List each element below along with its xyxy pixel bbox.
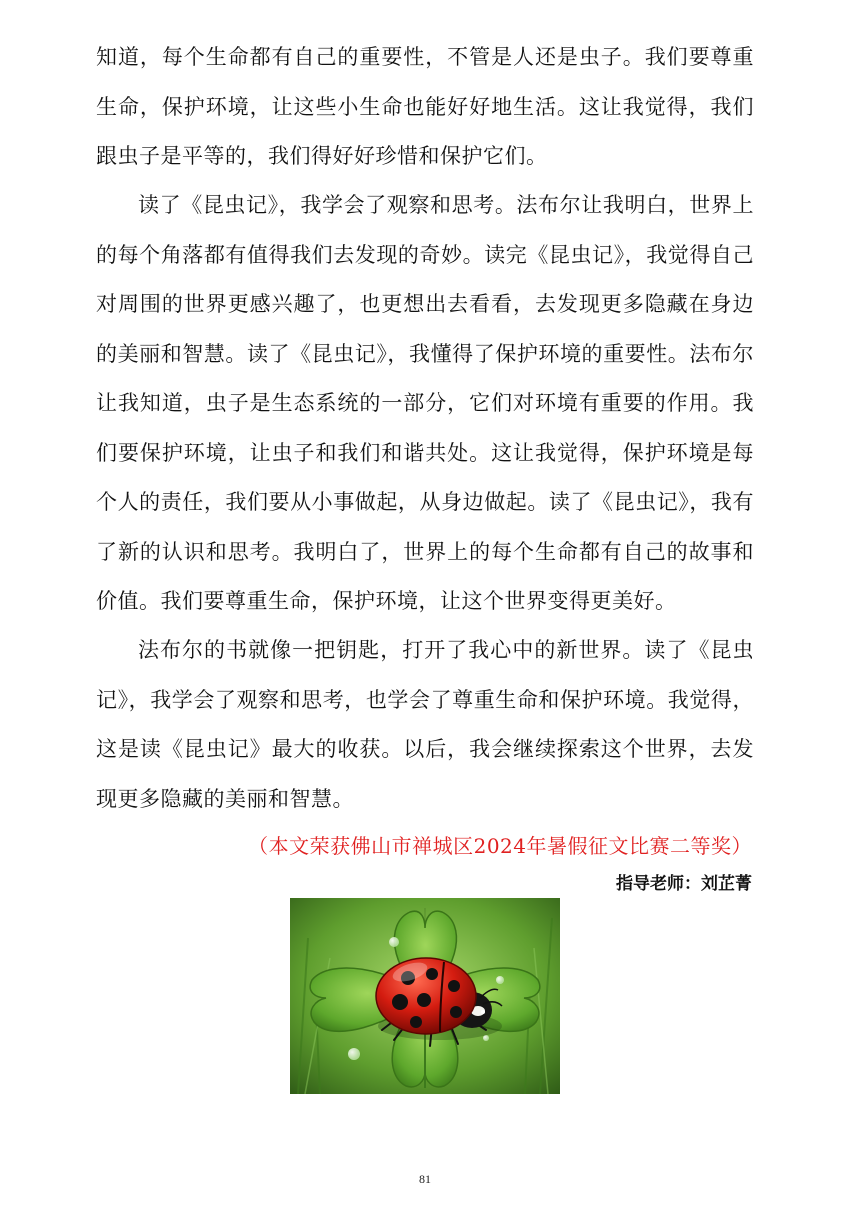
- body-paragraph-3: 法布尔的书就像一把钥匙，打开了我心中的新世界。读了《昆虫记》，我学会了观察和思考，也学会了尊重生命和保护环境。我觉得，这是读《昆虫记》最大的收获。以后，我会继续探索这个世界，去发现更多隐藏的美丽和智慧。: [96, 638, 754, 811]
- body-paragraph-2: 读了《昆虫记》，我学会了观察和思考。法布尔让我明白，世界上的每个角落都有值得我们去发现的奇妙。读完《昆虫记》，我觉得自己对周围的世界更感兴趣了，也更想出去看看，去发现更多隐藏在身边的美丽和智慧。读了《昆虫记》，我懂得了保护环境的重要性。法布尔让我知道，虫子是生态系统的一部分，它们对环境有重要的作用。我们要保护环境，让虫子和我们和谐共处。这让我觉得，保护环境是每个人的责任，我们要从小事做起，从身边做起。读了《昆虫记》，我有了新的认识和思考。我明白了，世界上的每个生命都有自己的故事和价值。我们要尊重生命，保护环境，让这个世界变得更美好。: [96, 193, 754, 613]
- teacher-credit: 指导老师：刘芷菁: [616, 874, 752, 894]
- ladybug-on-clover-image: [290, 898, 560, 1094]
- page-number: 81: [419, 1172, 431, 1186]
- award-note: （本文荣获佛山市禅城区2024年暑假征文比赛二等奖）: [248, 834, 752, 858]
- body-paragraph-1: 知道，每个生命都有自己的重要性，不管是人还是虫子。我们要尊重生命，保护环境，让这些小生命也能好好地生活。这让我觉得，我们跟虫子是平等的，我们得好好珍惜和保护它们。: [96, 45, 754, 168]
